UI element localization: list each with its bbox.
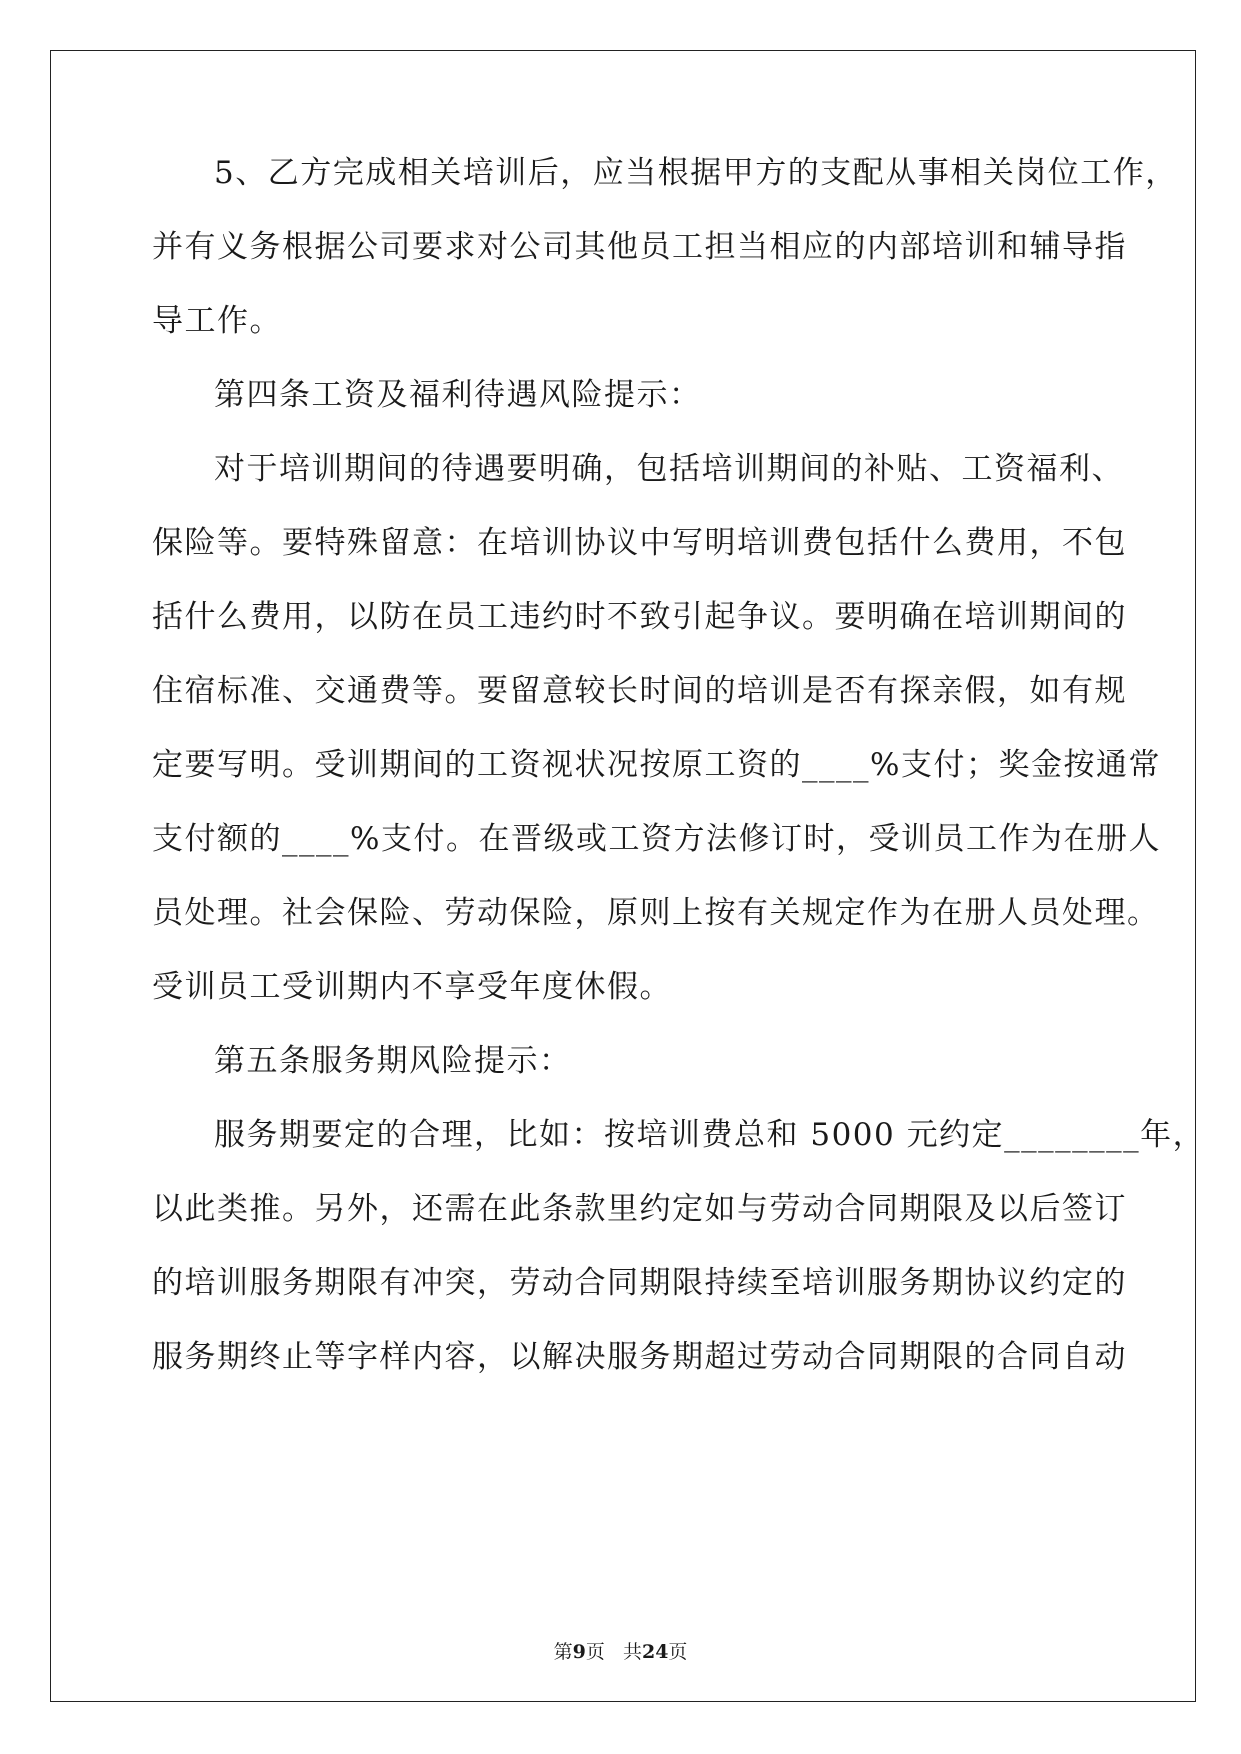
text-line: 并有义务根据公司要求对公司其他员工担当相应的内部培训和辅导指: [152, 229, 1127, 265]
footer-total-prefix: 共: [622, 1641, 642, 1663]
text-line: 住宿标准、交通费等。要留意较长时间的培训是否有探亲假，如有规: [152, 673, 1127, 709]
footer-prefix: 第: [553, 1641, 573, 1663]
section-heading: 第五条服务期风险提示：: [214, 1043, 572, 1079]
page-footer: [0, 1643, 1241, 1662]
text-line: 5、乙方完成相关培训后，应当根据甲方的支配从事相关岗位工作，: [214, 155, 1178, 191]
text-line: 保险等。要特殊留意：在培训协议中写明培训费包括什么费用，不包: [152, 525, 1127, 561]
footer-page-suffix: 页: [585, 1641, 605, 1663]
text-line: 定要写明。受训期间的工资视状况按原工资的____%支付；奖金按通常: [152, 747, 1161, 783]
text-line: 对于培训期间的待遇要明确，包括培训期间的补贴、工资福利、: [214, 451, 1124, 487]
text-line: 服务期要定的合理，比如：按培训费总和 5000 元约定________年，: [214, 1117, 1206, 1153]
text-line: 服务期终止等字样内容，以解决服务期超过劳动合同期限的合同自动: [152, 1339, 1127, 1375]
text-line: 员处理。社会保险、劳动保险，原则上按有关规定作为在册人员处理。: [152, 895, 1160, 931]
page-border: [50, 50, 1206, 1702]
text-line: 以此类推。另外，还需在此条款里约定如与劳动合同期限及以后签订: [152, 1191, 1127, 1227]
text-line: 受训员工受训期内不享受年度休假。: [152, 969, 672, 1005]
text-line: 支付额的____%支付。在晋级或工资方法修订时，受训员工作为在册人: [152, 821, 1161, 857]
page-number: 9: [572, 1641, 586, 1663]
text-line: 括什么费用，以防在员工违约时不致引起争议。要明确在培训期间的: [152, 599, 1127, 635]
total-pages: 24: [641, 1641, 669, 1663]
footer-total-suffix: 页: [668, 1641, 688, 1663]
text-line: 导工作。: [152, 303, 282, 339]
text-line: 的培训服务期限有冲突，劳动合同期限持续至培训服务期协议约定的: [152, 1265, 1127, 1301]
section-heading: 第四条工资及福利待遇风险提示：: [214, 377, 702, 413]
